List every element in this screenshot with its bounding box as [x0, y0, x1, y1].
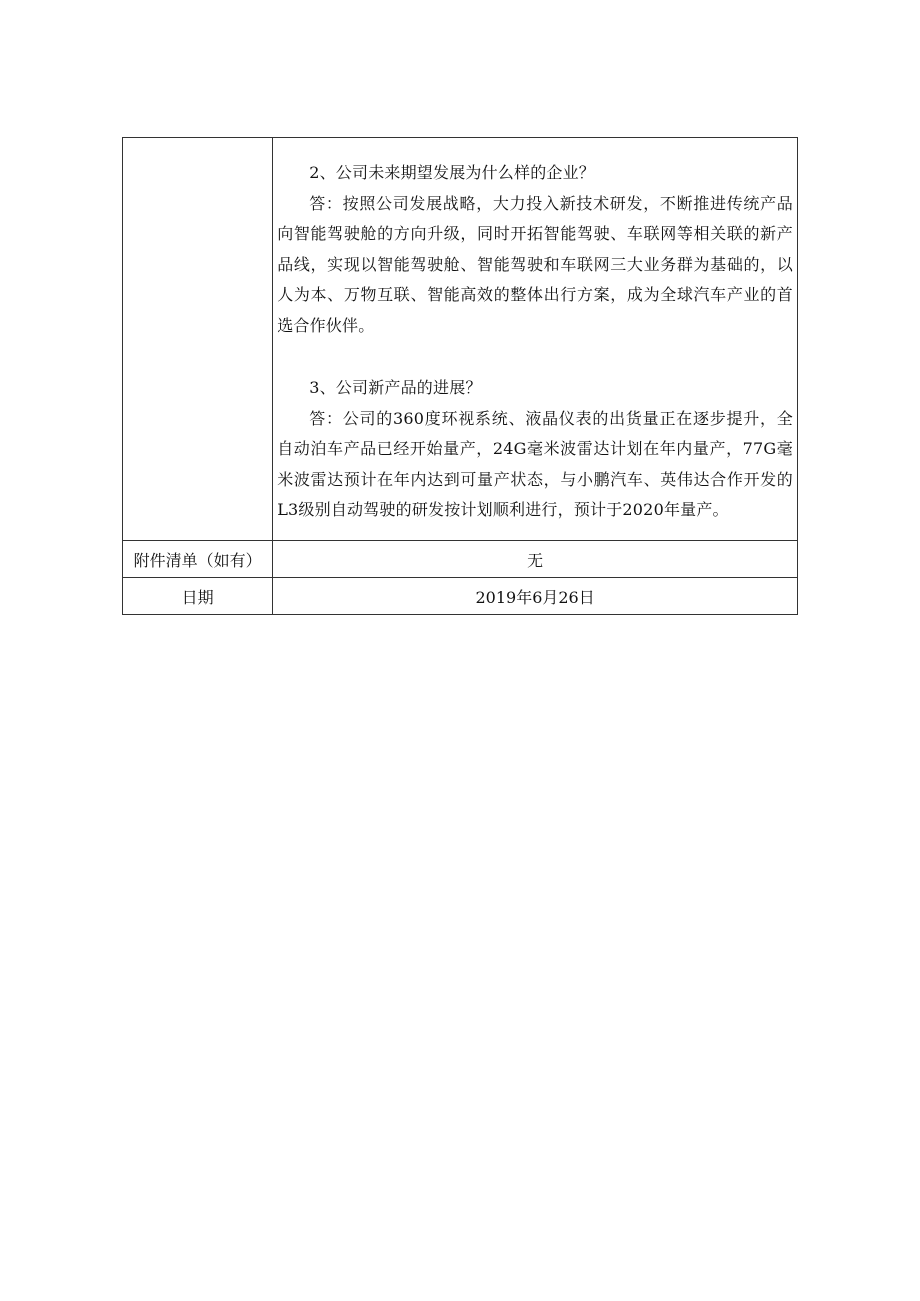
- question-2: 2、公司未来期望发展为什么样的企业？: [309, 163, 595, 182]
- answer-2: 答：按照公司发展战略，大力投入新技术研发，不断推进传统产品向智能驾驶舱的方向升级，同时开拓智能驾驶、车联网等相关联的新产品线，实现以智能驾驶舱、智能驾驶和车联网三大业务群为基础的，以人为本、万物互联、智能高效的整体出行方案，成为全球汽车产业的首选合作伙伴。: [277, 193, 793, 335]
- date-label: 日期: [123, 578, 273, 615]
- date-value: 2019年6月26日: [273, 578, 798, 615]
- qa-row: [123, 138, 798, 541]
- qa-label-cell: [123, 138, 273, 541]
- question-3: 3、公司新产品的进展？: [309, 378, 482, 397]
- attachments-label: 附件清单（如有）: [123, 541, 273, 578]
- info-table: [122, 137, 798, 615]
- attachments-row: [123, 541, 798, 578]
- attachments-value: 无: [273, 541, 798, 578]
- date-row: [123, 578, 798, 615]
- answer-3: 答：公司的360度环视系统、液晶仪表的出货量正在逐步提升，全自动泊车产品已经开始量产，24G毫米波雷达计划在年内量产，77G毫米波雷达预计在年内达到可量产状态，与小鹏汽车、英伟达合作开发的L3级别自动驾驶的研发按计划顺利进行，预计于2020年量产。: [277, 408, 793, 519]
- qa-content-cell: [273, 138, 798, 541]
